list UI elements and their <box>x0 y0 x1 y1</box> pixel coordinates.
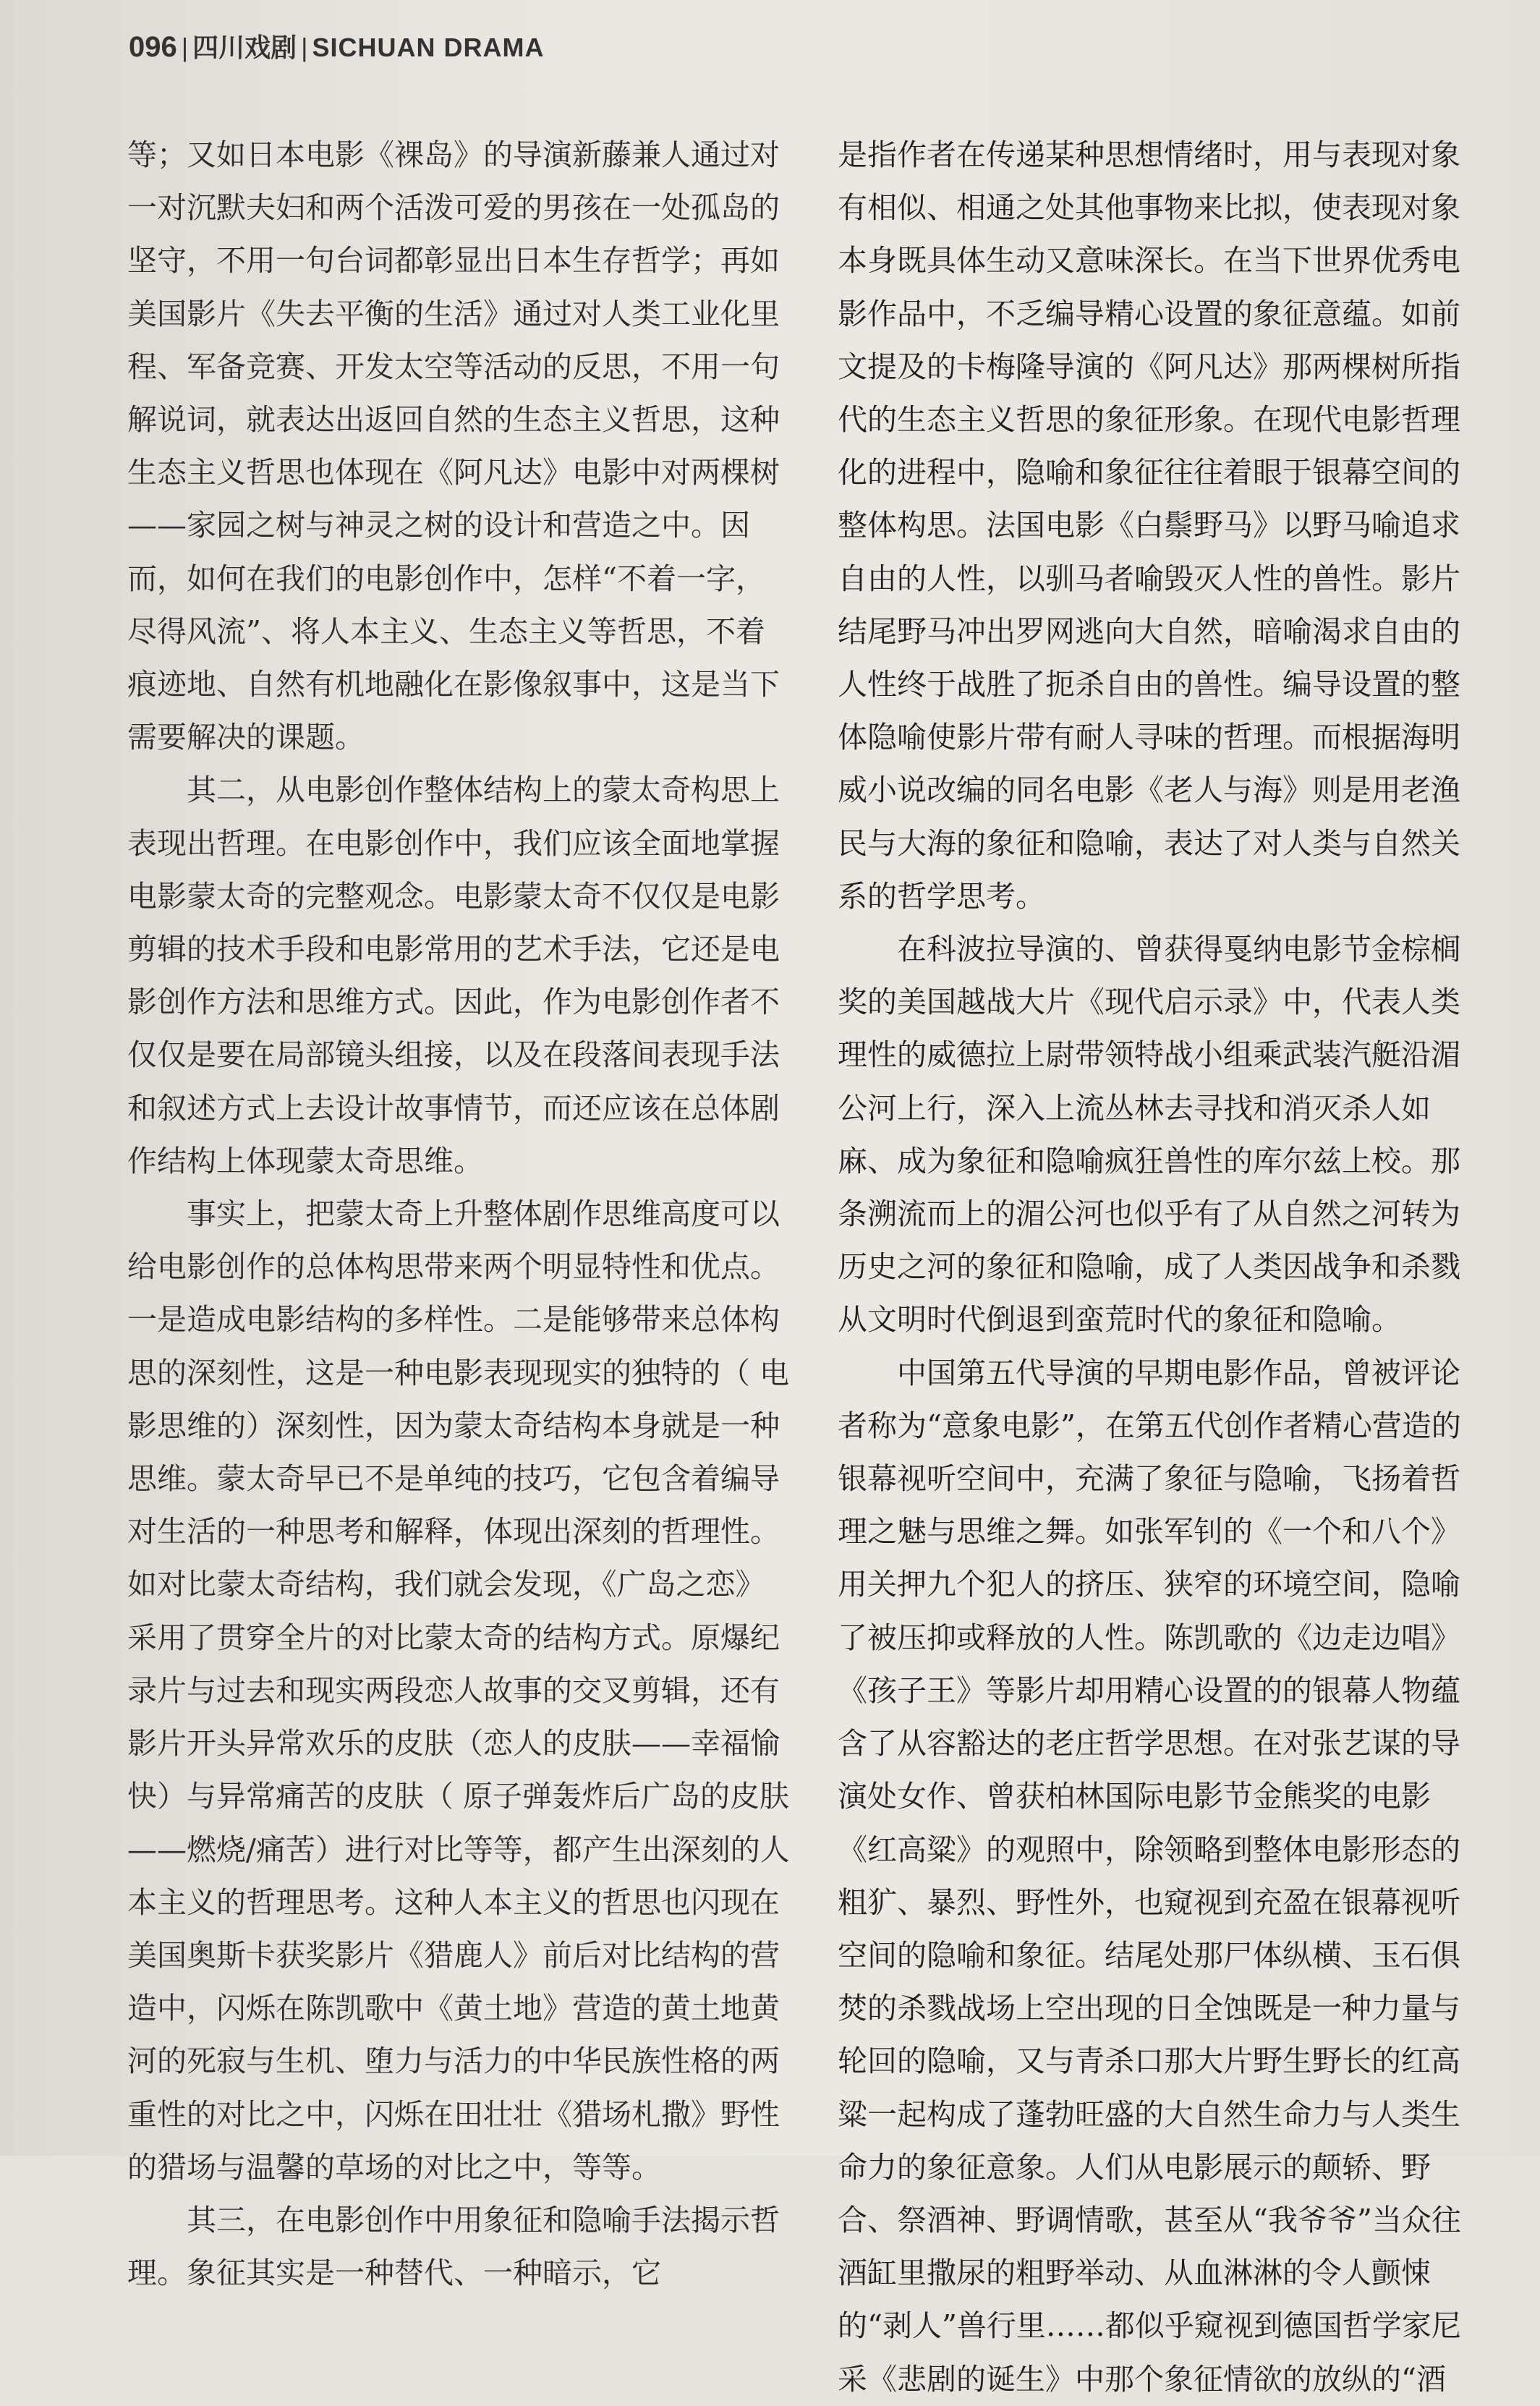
header-divider: | <box>181 33 189 62</box>
paragraph: 中国第五代导演的早期电影作品，曾被评论者称为“意象电影”，在第五代创作者精心营造的银幕视听空间中，充满了象征与隐喻，飞扬着哲理之魅与思维之舞。如张军钊的《一个和八个》用关押九个犯人的挤压、狭窄的环境空间，隐喻了被压抑或释放的人性。陈凯歌的《边走边唱》《孩子王》等影片却用精心设置的的银幕人物蕴含了从容豁达的老庄哲学思想。在对张艺谋的导演处女作、曾获柏林国际电影节金熊奖的电影《红高粱》的观照中，除领略到整体电影形态的粗犷、暴烈、野性外，也窥视到充盈在银幕视听空间的隐喻和象征。结尾处那尸体纵横、玉石俱焚的杀戮战场上空出现的日全蚀既是一种力量与轮回的隐喻，又与青杀口那大片野生野长的红高粱一起构成了蓬勃旺盛的大自然生命力与人类生命力的象征意象。人们从电影展示的颠轿、野合、祭酒神、野调情歌，甚至从“我爷爷”当众往酒缸里撒尿的粗野举动、从血淋淋的令人颤悚的“剥人”兽行里……都似乎窥视到德国哲学家尼采《悲剧的诞生》中那个象征情欲的放纵的“酒 <box>838 1355 1461 2397</box>
running-header <box>129 27 544 64</box>
left-column <box>127 129 793 2300</box>
paragraph: 等；又如日本电影《裸岛》的导演新藤兼人通过对一对沉默夫妇和两个活泼可爱的男孩在一处孤岛的坚守，不用一句台词都彰显出日本生存哲学；再如美国影片《失去平衡的生活》通过对人类工业化里程、军备竞赛、开发太空等活动的反思，不用一句解说词，就表达出返回自然的生态主义哲思，这种生态主义哲思也体现在《阿凡达》电影中对两棵树——家园之树与神灵之树的设计和营造之中。因而，如何在我们的电影创作中，怎样“不着一字，尽得风流”、将人本主义、生态主义等哲思，不着痕迹地、自然有机地融化在影像叙事中，这是当下需要解决的课题。 <box>127 137 780 755</box>
paragraph: 在科波拉导演的、曾获得戛纳电影节金棕榈奖的美国越战大片《现代启示录》中，代表人类理性的威德拉上尉带领特战小组乘武装汽艇沿湄公河上行，深入上流丛林去寻找和消灭杀人如麻、成为象征和隐喻疯狂兽性的库尔兹上校。那条溯流而上的湄公河也似乎有了从自然之河转为历史之河的象征和隐喻，成了人类因战争和杀戮从文明时代倒退到蛮荒时代的象征和隐喻。 <box>838 932 1460 1338</box>
journal-title-chinese: 四川戏剧 <box>192 33 297 62</box>
right-column <box>838 129 1474 2406</box>
paragraph: 是指作者在传递某种思想情绪时，用与表现对象有相似、相通之处其他事物来比拟，使表现对象本身既具体生动又意味深长。在当下世界优秀电影作品中，不乏编导精心设置的象征意蕴。如前文提及的卡梅隆导演的《阿凡达》那两棵树所指代的生态主义哲思的象征形象。在现代电影哲理化的进程中，隐喻和象征往往着眼于银幕空间的整体构思。法国电影《白鬃野马》以野马喻追求自由的人性，以驯马者喻毁灭人性的兽性。影片结尾野马冲出罗网逃向大自然，暗喻渴求自由的人性终于战胜了扼杀自由的兽性。编导设置的整体隐喻使影片带有耐人寻味的哲理。而根据海明威小说改编的同名电影《老人与海》则是用老渔民与大海的象征和隐喻，表达了对人类与自然关系的哲学思考。 <box>838 137 1460 914</box>
page-number: 096 <box>129 31 177 63</box>
header-divider: | <box>301 33 308 62</box>
paragraph: 事实上，把蒙太奇上升整体剧作思维高度可以给电影创作的总体构思带来两个明显特性和优点。一是造成电影结构的多样性。二是能够带来总体构思的深刻性，这是一种电影表现现实的独特的（ 电影思维的）深刻性，因为蒙太奇结构本身就是一种思维。蒙太奇早已不是单纯的技巧，它包含着编导对生活的一种思考和解释，体现出深刻的哲理性。如对比蒙太奇结构，我们就会发现，《广岛之恋》采用了贯穿全片的对比蒙太奇的结构方式。原爆纪录片与过去和现实两段恋人故事的交叉剪辑，还有影片开头异常欢乐的皮肤（恋人的皮肤——幸福愉快）与异常痛苦的皮肤（ 原子弹轰炸后广岛的皮肤——燃烧/痛苦）进行对比等等，都产生出深刻的人本主义的哲理思考。这种人本主义的哲思也闪现在美国奥斯卡获奖影片《猎鹿人》前后对比结构的营造中，闪烁在陈凯歌中《黄土地》营造的黄土地黄河的死寂与生机、堕力与活力的中华民族性格的两重性的对比之中，闪烁在田壮壮《猎场札撒》野性的猎场与温馨的草场的对比之中，等等。 <box>127 1196 790 2185</box>
journal-title-english: SICHUAN DRAMA <box>312 33 545 62</box>
paragraph: 其二，从电影创作整体结构上的蒙太奇构思上表现出哲理。在电影创作中，我们应该全面地掌握电影蒙太奇的完整观念。电影蒙太奇不仅仅是电影剪辑的技术手段和电影常用的艺术手法，它还是电影创作方法和思维方式。因此，作为电影创作者不仅仅是要在局部镜头组接，以及在段落间表现手法和叙述方式上去设计故事情节，而还应该在总体剧作结构上体现蒙太奇思维。 <box>127 773 780 1178</box>
paragraph: 其三，在电影创作中用象征和隐喻手法揭示哲理。象征其实是一种替代、一种暗示，它 <box>127 2202 780 2291</box>
